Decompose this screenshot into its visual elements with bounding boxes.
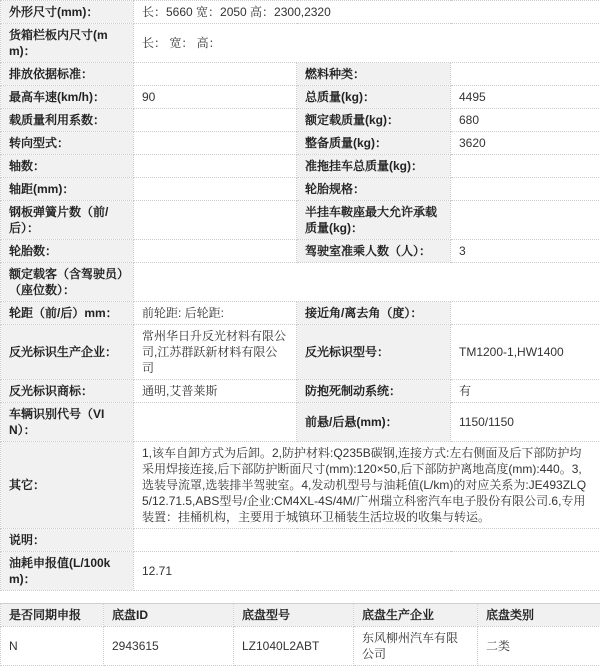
table-row [1, 155, 600, 178]
table-row [1, 132, 600, 155]
table-row [1, 201, 600, 240]
table-row [1, 63, 600, 86]
spec-value-vin [134, 403, 297, 442]
table-row [1, 325, 600, 380]
spec-label-abs: 防抱死制动系统： [297, 380, 451, 403]
spec-label-remarks: 说明： [1, 529, 134, 552]
spec-value-other: 1,该车自卸方式为后卸。2,防护材料:Q235B碳钢,连接方式:左右侧面及后下部防护均采用焊接连接,后下部防护断面尺寸(mm):120×50,后下部防护离地高度(mm):440。3, 选装导流罩,选装排半驾驶室。4,发动机型号与油耗值(L/km)的对应关系为:JE493ZLQ5/12.71.5,ABS型号/企业:CM4XL-4S/4M/广州瑞立科密汽车电子股份有限公司.6,专用装置：挂桶机构，主要用于城镇环卫桶装生活垃圾的收集与转运。 [134, 442, 600, 529]
table-row [1, 529, 600, 552]
spec-label-total-mass: 总质量(kg)： [297, 86, 451, 109]
spec-label-track-width: 轮距（前/后）mm： [1, 302, 134, 325]
spec-label-curb-weight: 整备质量(kg)： [297, 132, 451, 155]
chassis-table [0, 603, 600, 666]
spec-label-fuel-consumption: 油耗申报值(L/100km)： [1, 552, 134, 591]
table-row [1, 380, 600, 403]
spec-label-vin: 车辆识别代号（VIN）： [1, 403, 134, 442]
spec-value-tire-count [134, 240, 297, 263]
table-row [1, 627, 600, 666]
spec-label-emission-standard: 排放依据标准： [1, 63, 134, 86]
spec-label-cab-passengers: 驾驶室准乘人数（人）： [297, 240, 451, 263]
spec-value-fuel-consumption: 12.71 [134, 552, 600, 591]
spec-label-dimensions: 外形尺寸(mm)： [1, 1, 134, 24]
spec-value-reflective-maker: 常州华日升反光材料有限公司,江苏群跃新材料有限公司 [134, 325, 297, 380]
spec-label-reflective-model: 反光标识型号： [297, 325, 451, 380]
spec-value-tire-spec [451, 178, 600, 201]
table-row [1, 263, 600, 302]
spec-value-cab-passengers: 3 [451, 240, 600, 263]
chassis-cell-category: 二类 [478, 627, 600, 666]
spec-value-fuel-type [451, 63, 600, 86]
spec-value-reflective-brand: 通明,艾普莱斯 [134, 380, 297, 403]
spec-value-emission-standard [134, 63, 297, 86]
table-row [1, 442, 600, 529]
spec-value-rated-seats [134, 263, 600, 302]
spec-label-approach-angle: 接近角/离去角（度）： [297, 302, 451, 325]
spec-label-wheelbase: 轴距(mm)： [1, 178, 134, 201]
spec-value-overhang: 1150/1150 [451, 403, 600, 442]
spec-label-overhang: 前悬/后悬(mm)： [297, 403, 451, 442]
spec-value-reflective-model: TM1200-1,HW1400 [451, 325, 600, 380]
spec-label-rated-seats: 额定载客（含驾驶员）（座位数）： [1, 263, 134, 302]
spec-label-rated-load: 额定载质量(kg)： [297, 109, 451, 132]
spec-value-max-speed: 90 [134, 86, 297, 109]
spec-value-steering-type [134, 132, 297, 155]
spec-label-cargo-box: 货箱栏板内尺寸(mm)： [1, 24, 134, 63]
spec-value-dimensions: 长：5660 宽：2050 高：2300,2320 [134, 1, 600, 24]
spec-value-rated-load: 680 [451, 109, 600, 132]
spec-label-reflective-brand: 反光标识商标： [1, 380, 134, 403]
chassis-cell-manufacturer: 东风柳州汽车有限公司 [354, 627, 478, 666]
spec-label-load-utilization: 载质量利用系数： [1, 109, 134, 132]
spec-value-cargo-box: 长： 宽： 高： [134, 24, 600, 63]
spec-label-spring-leaves: 钢板弹簧片数（前/后）： [1, 201, 134, 240]
spec-value-total-mass: 4495 [451, 86, 600, 109]
table-row [1, 178, 600, 201]
spec-value-curb-weight: 3620 [451, 132, 600, 155]
spec-value-track-width: 前轮距: 后轮距: [134, 302, 297, 325]
spec-label-trailer-mass: 准拖挂车总质量(kg)： [297, 155, 451, 178]
chassis-header-manufacturer: 底盘生产企业 [354, 604, 478, 627]
table-row [1, 302, 600, 325]
table-row [1, 109, 600, 132]
chassis-cell-concurrent: N [1, 627, 104, 666]
chassis-cell-id: 2943615 [104, 627, 234, 666]
spec-label-tire-spec: 轮胎规格： [297, 178, 451, 201]
table-row [1, 24, 600, 63]
chassis-header-category: 底盘类别 [478, 604, 600, 627]
spec-label-tire-count: 轮胎数： [1, 240, 134, 263]
spec-value-abs: 有 [451, 380, 600, 403]
spec-value-saddle-load [451, 201, 600, 240]
spec-value-approach-angle [451, 302, 600, 325]
spec-value-spring-leaves [134, 201, 297, 240]
table-spacer [0, 591, 600, 603]
chassis-header-id: 底盘ID [104, 604, 234, 627]
spec-value-wheelbase [134, 178, 297, 201]
spec-value-trailer-mass [451, 155, 600, 178]
spec-label-axle-count: 轴数： [1, 155, 134, 178]
spec-value-load-utilization [134, 109, 297, 132]
spec-value-axle-count [134, 155, 297, 178]
spec-label-steering-type: 转向型式： [1, 132, 134, 155]
chassis-header-concurrent: 是否同期申报 [1, 604, 104, 627]
spec-label-saddle-load: 半挂车鞍座最大允许承载质量(kg)： [297, 201, 451, 240]
table-row [1, 1, 600, 24]
spec-label-max-speed: 最高车速(km/h)： [1, 86, 134, 109]
spec-label-reflective-maker: 反光标识生产企业： [1, 325, 134, 380]
table-row [1, 86, 600, 109]
spec-value-remarks [134, 529, 600, 552]
chassis-cell-model: LZ1040L2ABT [234, 627, 354, 666]
spec-label-other: 其它： [1, 442, 134, 529]
spec-label-fuel-type: 燃料种类： [297, 63, 451, 86]
chassis-header-model: 底盘型号 [234, 604, 354, 627]
table-row [1, 403, 600, 442]
table-row [1, 240, 600, 263]
table-row [1, 552, 600, 591]
